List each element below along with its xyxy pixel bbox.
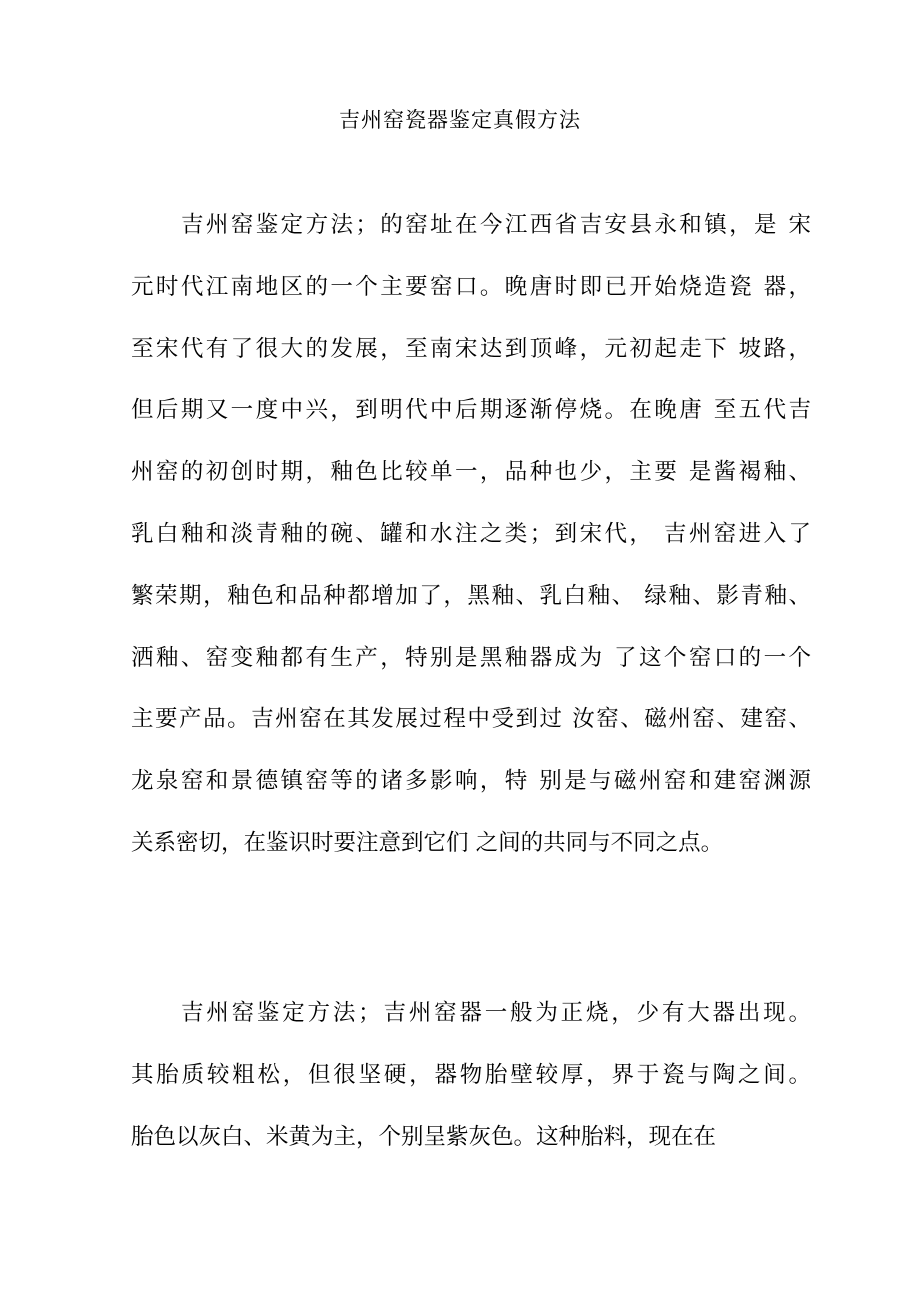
paragraph-line: 乳白釉和淡青釉的碗、罐和水注之类；到宋代， 吉州窑进入了 [131, 520, 811, 547]
paragraph-line: 龙泉窑和景德镇窑等的诸多影响，特 别是与磁州窑和建窑渊源 [131, 768, 811, 795]
paragraph-line: 胎色以灰白、米黄为主，个别呈紫灰色。这种胎料，现在在 [131, 1123, 717, 1150]
paragraph-line: 至宋代有了很大的发展，至南宋达到顶峰，元初起走下 坡路， [131, 335, 811, 362]
paragraph-line: 元时代江南地区的一个主要窑口。晚唐时即已开始烧造瓷 器， [131, 273, 811, 300]
paragraph-line: 其胎质较粗松，但很坚硬，器物胎壁较厚，界于瓷与陶之间。 [131, 1061, 811, 1088]
paragraph-line: 繁荣期，釉色和品种都增加了，黑釉、乳白釉、 绿釉、影青釉、 [131, 582, 811, 609]
document-title: 吉州窑瓷器鉴定真假方法 [339, 108, 581, 132]
paragraph-line: 州窑的初创时期，釉色比较单一，品种也少，主要 是酱褐釉、 [131, 459, 811, 486]
paragraph-line: 吉州窑鉴定方法；的窑址在今江西省吉安县永和镇，是 宋 [181, 212, 811, 238]
paragraph-line: 但后期又一度中兴，到明代中后期逐渐停烧。在晚唐 至五代吉 [131, 397, 811, 424]
paragraph-2 [131, 983, 811, 1168]
paragraph-line: 吉州窑鉴定方法；吉州窑器一般为正烧，少有大器出现。 [181, 1000, 811, 1026]
paragraph-line: 洒釉、窑变釉都有生产，特别是黑釉器成为 了这个窑口的一个 [131, 644, 811, 671]
paragraph-line: 关系密切，在鉴识时要注意到它们 之间的共同与不同之点。 [131, 829, 724, 856]
paragraph-1 [131, 195, 811, 875]
paragraph-line: 主要产品。吉州窑在其发展过程中受到过 汝窑、磁州窑、建窑、 [131, 706, 811, 733]
